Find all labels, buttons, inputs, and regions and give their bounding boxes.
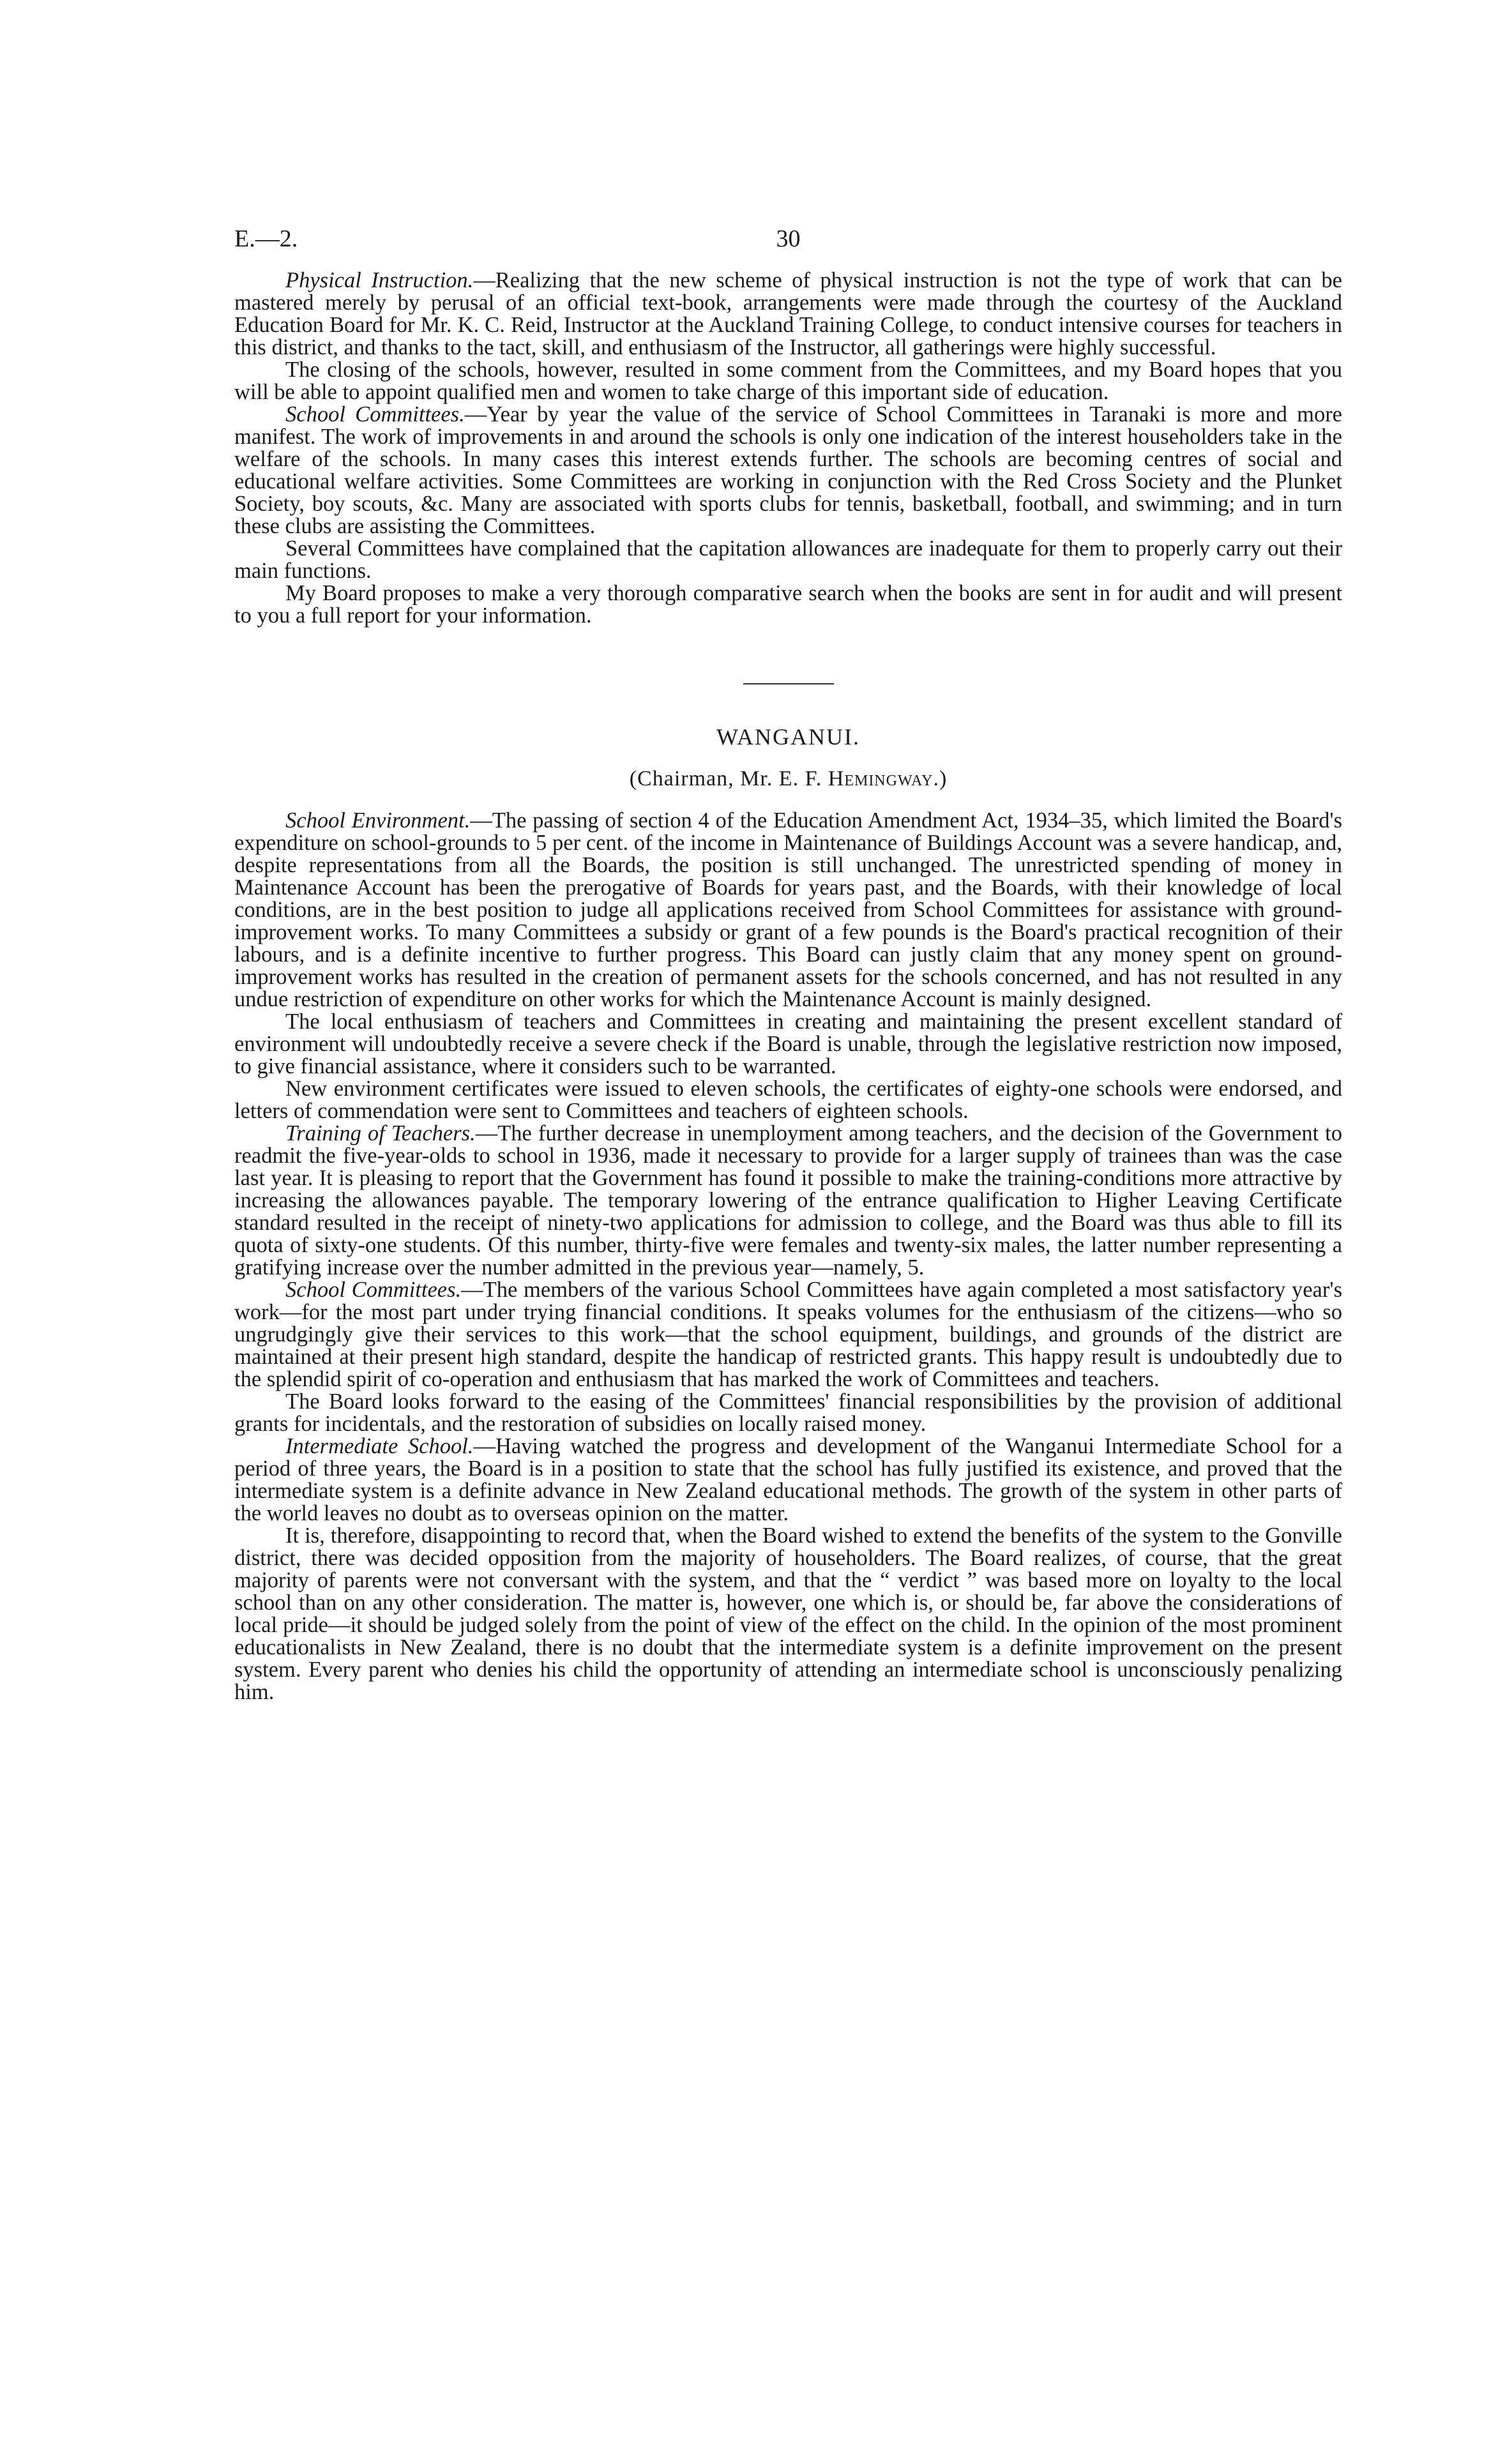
paragraph-text: —Having watched the progress and development of the Wanganui Intermediate School for a period of three years, the Board is in a position to state that the school has fully justified its existence, and proved that the intermediate system is a definite advance in New Zealand educational methods. The growth of the system in other parts of the world leaves no doubt as to overseas opinion on the matter. — [234, 1434, 1342, 1525]
paragraph-text: Several Committees have complained that the capitation allowances are inadequate for them to properly carry out their main functions. — [234, 536, 1342, 583]
document-reference: E.—2. — [234, 225, 298, 252]
paragraph — [234, 538, 1342, 582]
wanganui-section — [234, 810, 1342, 1704]
chairman-prefix: (Chairman, Mr. E. F. — [629, 767, 828, 790]
paragraph — [234, 1122, 1342, 1279]
section-divider — [743, 683, 834, 684]
paragraph-heading: School Environment. — [285, 808, 471, 833]
paragraph-heading: School Committees. — [285, 402, 465, 427]
chairman-suffix: .) — [933, 767, 948, 790]
paragraph-heading: Intermediate School. — [285, 1434, 474, 1458]
page-number: 30 — [776, 225, 801, 252]
page-header — [234, 225, 1342, 269]
chairman-line — [234, 766, 1342, 792]
paragraph-text: —Year by year the value of the service of School Committees in Taranaki is more and more manifest. The work of improvements in and around the schools is only one indication of the interest householders take in the welfare of the schools. In many cases this interest extends further. The schools are becoming centres of social and educational welfare activities. Some Committees are working in conjunction with the Red Cross Society and the Plunket Society, boy scouts, &c. Many are associated with sports clubs for tennis, basketball, football, and swimming; and in turn these clubs are assisting the Committees. — [234, 402, 1342, 538]
document-page — [234, 225, 1342, 1704]
paragraph — [234, 404, 1342, 538]
paragraph-text: New environment certificates were issued to eleven schools, the certificates of eighty-one schools were endorsed, and letters of commendation were sent to Committees and teachers of eighteen schools. — [234, 1077, 1342, 1123]
chairman-name: Hemingway — [828, 767, 934, 790]
paragraph-text: —The passing of section 4 of the Education Amendment Act, 1934–35, which limited the Board's expenditure on school-grounds to 5 per cent. of the income in Maintenance of Buildings Account was a severe handicap, and, despite representations from all the Boards, the position is still unchanged. The unrestricted spending of money in Maintenance Account has been the prerogative of Boards for years past, and the Boards, with their knowledge of local conditions, are in the best position to judge all applications received from School Committees for assistance with ground-improvement works. To many Committees a subsidy or grant of a few pounds is the Board's practical recognition of their labours, and is a definite incentive to further progress. This Board can justly claim that any money spent on ground-improvement works has resulted in the creation of permanent assets for the schools concerned, and has not resulted in any undue restriction of expenditure on other works for which the Maintenance Account is mainly designed. — [234, 808, 1342, 1011]
paragraph — [234, 359, 1342, 404]
section-title: WANGANUI. — [716, 724, 860, 750]
paragraph — [234, 1391, 1342, 1435]
paragraph-text: The closing of the schools, however, resulted in some comment from the Committees, and my Board hopes that you will be able to appoint qualified men and women to take charge of this important side of education. — [234, 358, 1342, 404]
paragraph-text: The Board looks forward to the easing of the Committees' financial responsibilities by the provision of additional grants for incidentals, and the restoration of subsidies on locally raised money. — [234, 1389, 1342, 1436]
paragraph — [234, 810, 1342, 1011]
paragraph-text: It is, therefore, disappointing to record that, when the Board wished to extend the benefits of the system to the Gonville district, there was decided opposition from the majority of householders. The Board realizes, of course, that the great majority of parents were not conversant with the system, and that the “ verdict ” was based more on loyalty to the local school than on any other consideration. The matter is, however, one which is, or should be, far above the considerations of local pride—it should be judged solely from the point of view of the effect on the child. In the opinion of the most prominent educationalists in New Zealand, there is no doubt that the intermediate system is a definite improvement on the present system. Every parent who denies his child the opportunity of attending an intermediate school is unconsciously penalizing him. — [234, 1523, 1342, 1704]
paragraph — [234, 1011, 1342, 1078]
paragraph-text: My Board proposes to make a very thorough comparative search when the books are sent in for audit and will present to you a full report for your information. — [234, 581, 1342, 628]
paragraph-heading: School Committees. — [285, 1278, 462, 1302]
paragraph — [234, 269, 1342, 359]
paragraph-heading: Training of Teachers. — [285, 1121, 476, 1145]
paragraph-text: —The members of the various School Committees have again completed a most satisfactory year's work—for the most part under trying financial conditions. It speaks volumes for the enthusiasm of the citizens—who so ungrudgingly give their services to this work—that the school equipment, buildings, and grounds of the district are maintained at their present high standard, despite the handicap of restricted grants. This happy result is undoubtedly due to the splendid spirit of co-operation and enthusiasm that has marked the work of Committees and teachers. — [234, 1278, 1343, 1391]
paragraph — [234, 1525, 1342, 1704]
paragraph — [234, 1078, 1342, 1122]
paragraph-heading: Physical Instruction. — [285, 268, 474, 292]
paragraph — [234, 1279, 1342, 1391]
paragraph-text: —Realizing that the new scheme of physical instruction is not the type of work that can be mastered merely by perusal of an official text-book, arrangements were made through the courtesy of the Auckland Education Board for Mr. K. C. Reid, Instructor at the Auckland Training College, to conduct intensive courses for teachers in this district, and thanks to the tact, skill, and enthusiasm of the Instructor, all gatherings were highly successful. — [234, 268, 1342, 359]
paragraph-text: —The further decrease in unemployment among teachers, and the decision of the Government to readmit the five-year-olds to school in 1936, made it necessary to provide for a larger supply of trainees than was the case last year. It is pleasing to report that the Government has found it possible to make the training-conditions more attractive by increasing the allowances payable. The temporary lowering of the entrance qualification to Higher Leaving Certificate standard resulted in the receipt of ninety-two applications for admission to college, and the Board was thus able to fill its quota of sixty-one students. Of this number, thirty-five were females and twenty-six males, the latter number representing a gratifying increase over the number admitted in the previous year—namely, 5. — [234, 1121, 1342, 1280]
paragraph-text: The local enthusiasm of teachers and Committees in creating and maintaining the present excellent standard of environment will undoubtedly receive a severe check if the Board is unable, through the legislative restriction now imposed, to give financial assistance, where it considers such to be warranted. — [234, 1009, 1342, 1078]
paragraph — [234, 1435, 1342, 1525]
intro-section — [234, 269, 1342, 627]
paragraph — [234, 582, 1342, 627]
